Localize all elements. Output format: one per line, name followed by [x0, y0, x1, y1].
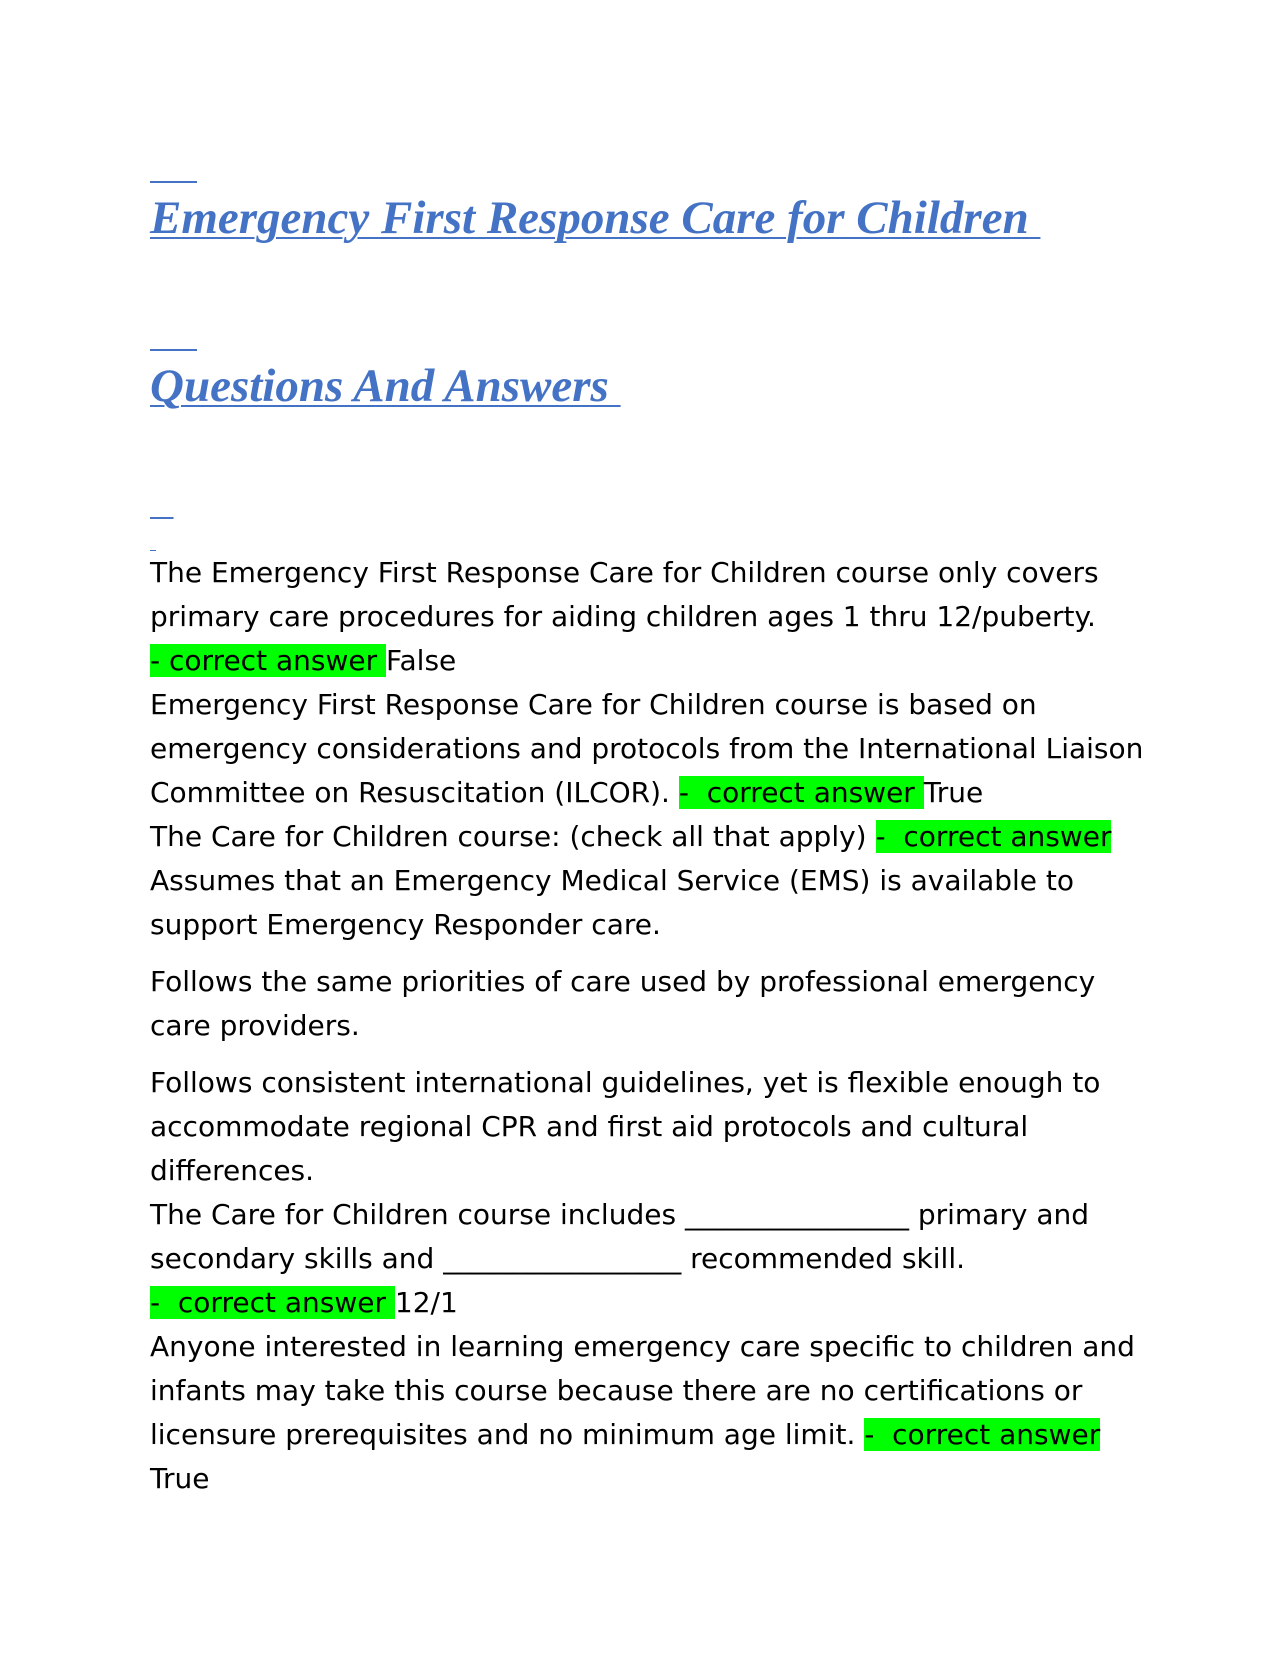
title-line-1: Emergency First Response Care for Children	[150, 192, 1041, 244]
answer-text: Assumes that an Emergency Medical Service (EMS) is available to support Emergency Responder care.	[150, 864, 1075, 941]
answer-text: Follows the same priorities of care used by professional emergency care providers.	[150, 965, 1096, 1042]
correct-answer-marker: - correct answer	[678, 776, 924, 809]
correct-answer-marker: - correct answer	[150, 1286, 395, 1319]
answer-text: True	[923, 776, 984, 809]
answer-text: Follows consistent international guidelines, yet is flexible enough to accommodate regional CPR and first aid protocols and cultural differences.	[150, 1066, 1101, 1187]
qa-item-3	[150, 815, 1150, 947]
qa-item-4	[150, 1193, 1150, 1325]
answer-text: False	[385, 644, 457, 677]
qa-item-3-extra-1	[150, 960, 1150, 1048]
qa-item-5	[150, 1325, 1150, 1501]
question-text: The Care for Children course includes ________________ primary and secondary skills and _________________ recommended skill.	[150, 1198, 1089, 1275]
document-page	[150, 78, 1150, 1501]
title-line-2: Questions And Answers	[150, 360, 621, 412]
correct-answer-marker: - correct answer	[875, 820, 1112, 853]
document-title	[150, 78, 1150, 526]
question-text: Anyone interested in learning emergency care specific to children and infants may take this course because there are no certifications or licensure prerequisites and no minimum age limit.	[150, 1330, 1135, 1451]
title-underline-stub	[150, 530, 156, 551]
question-text: Emergency First Response Care for Children course is based on emergency considerations and protocols from the International Liaison Committee on Resuscitation (ILCOR).	[150, 688, 1144, 809]
qa-item-1	[150, 551, 1150, 683]
correct-answer-marker: - correct answer	[150, 644, 386, 677]
answer-text: True	[150, 1462, 210, 1495]
answer-text: 12/1	[394, 1286, 458, 1319]
question-text: The Care for Children course: (check all that apply)	[150, 820, 876, 853]
correct-answer-marker: - correct answer	[864, 1418, 1101, 1451]
qa-item-3-extra-2	[150, 1061, 1150, 1193]
question-text: The Emergency First Response Care for Children course only covers primary care procedures for aiding children ages 1 thru 12/puberty.	[150, 556, 1099, 633]
qa-item-2	[150, 683, 1150, 815]
